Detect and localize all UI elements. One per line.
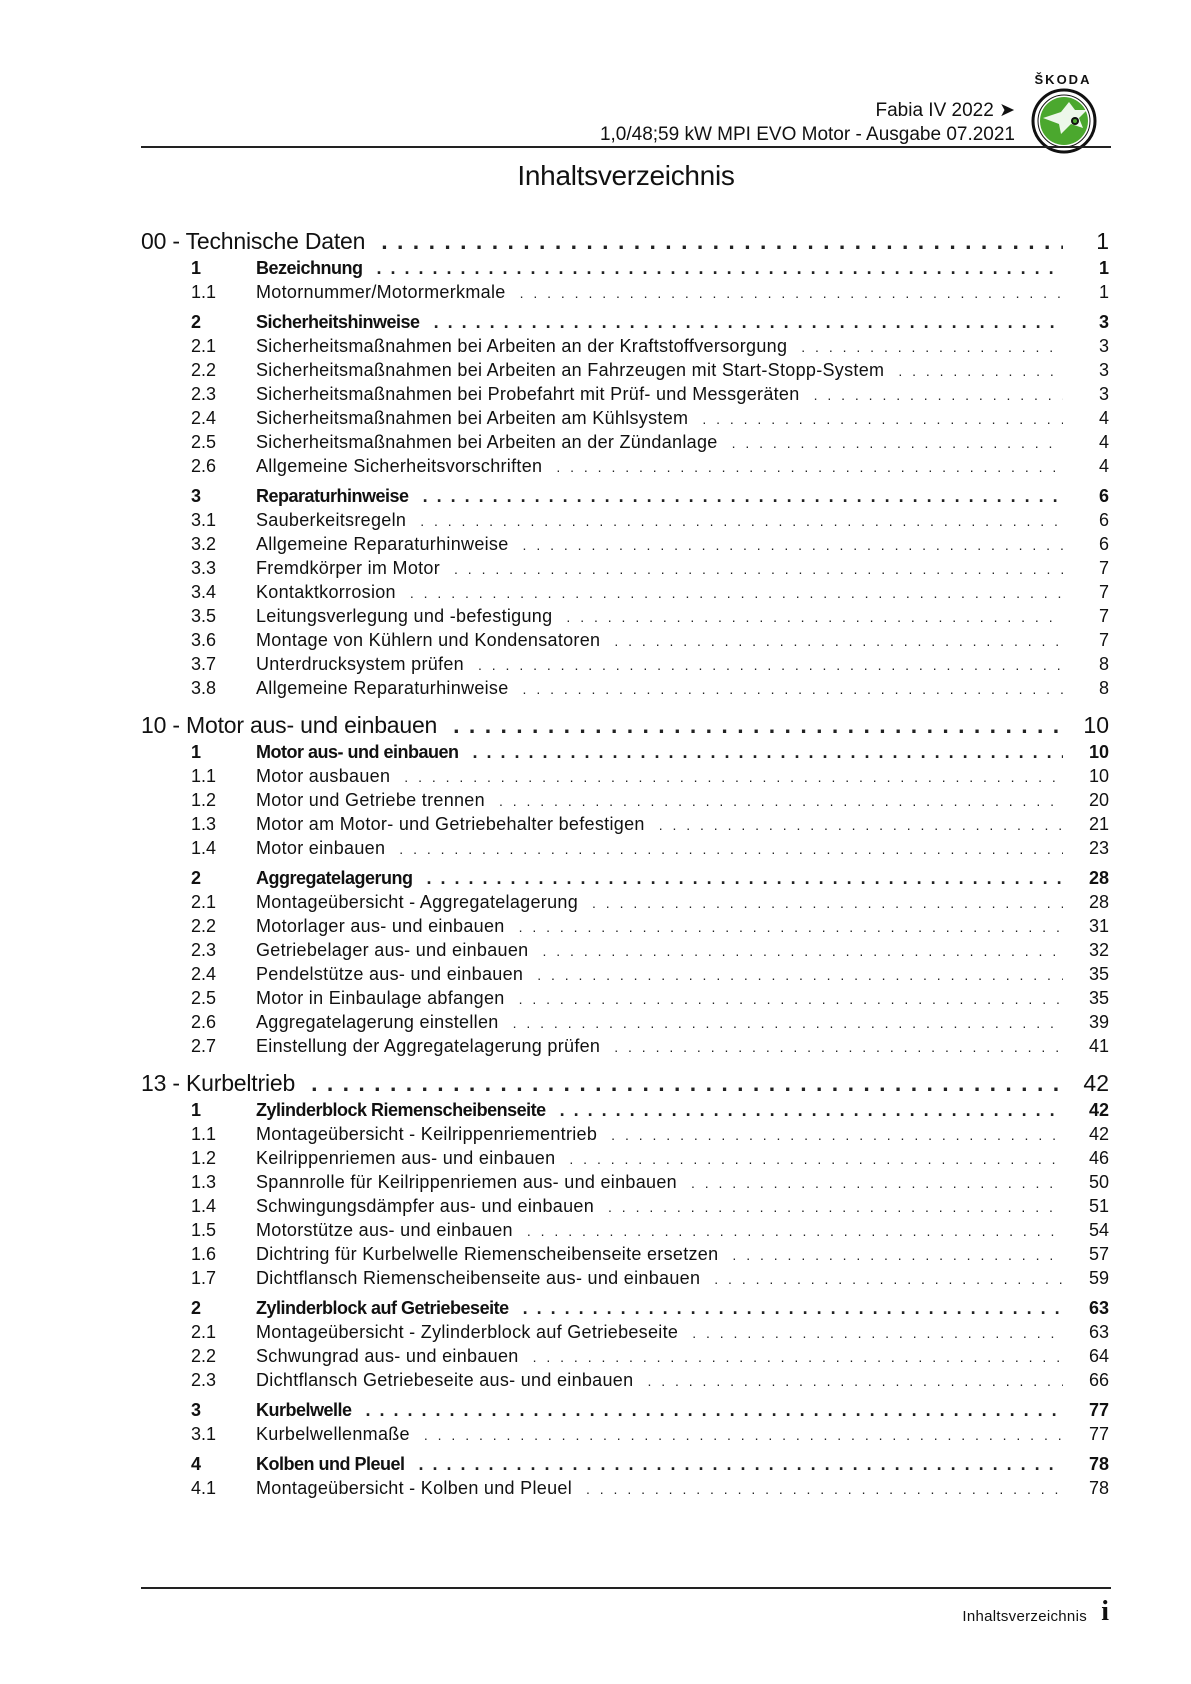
toc-section[interactable] bbox=[191, 486, 1109, 510]
toc-dot-leader bbox=[453, 712, 1063, 739]
toc-entry-number: 1 bbox=[191, 742, 202, 762]
toc-subsection[interactable] bbox=[191, 814, 1109, 838]
toc-subsection[interactable] bbox=[191, 606, 1109, 630]
toc-dot-leader bbox=[533, 1349, 1063, 1365]
toc-entry-page: 28 bbox=[1088, 868, 1109, 888]
toc-entry-page: 42 bbox=[1088, 1124, 1109, 1144]
toc-dot-leader bbox=[543, 943, 1064, 959]
toc-subsection[interactable] bbox=[191, 1172, 1109, 1196]
toc-entry-title: Kurbelwelle bbox=[256, 1400, 352, 1420]
toc-entry-number: 1.6 bbox=[191, 1244, 217, 1264]
toc-entry-number: 2.1 bbox=[191, 1322, 217, 1342]
toc-entry-page: 1 bbox=[1098, 258, 1109, 278]
toc-subsection[interactable] bbox=[191, 630, 1109, 654]
toc-entry-number: 1.1 bbox=[191, 282, 217, 302]
toc-entry-title: Motornummer/Motormerkmale bbox=[256, 282, 506, 302]
toc-entry-number: 1.2 bbox=[191, 1148, 217, 1168]
toc-subsection[interactable] bbox=[191, 1244, 1109, 1268]
toc-dot-leader bbox=[801, 339, 1063, 355]
toc-entry-number: 2.4 bbox=[191, 408, 217, 428]
toc-entry-title: Sicherheitsmaßnahmen bei Probefahrt mit Prüf- und Messgeräten bbox=[256, 384, 800, 404]
toc-entry-number: 2.1 bbox=[191, 892, 217, 912]
toc-entry-page: 4 bbox=[1098, 432, 1109, 452]
footer-label: Inhaltsverzeichnis bbox=[962, 1608, 1087, 1625]
toc-subsection[interactable] bbox=[191, 360, 1109, 384]
toc-dot-leader bbox=[519, 991, 1063, 1007]
toc-entry-number: 2.2 bbox=[191, 916, 217, 936]
toc-entry-number: 4 bbox=[191, 1454, 202, 1474]
toc-entry-title: Sauberkeitsregeln bbox=[256, 510, 407, 530]
toc-section[interactable] bbox=[191, 1298, 1109, 1322]
toc-entry-title: Pendelstütze aus- und einbauen bbox=[256, 964, 524, 984]
toc-entry-page: 66 bbox=[1088, 1370, 1109, 1390]
toc-entry-number: 2 bbox=[191, 868, 202, 888]
toc-entry-page: 10 bbox=[1083, 712, 1109, 738]
toc-entry-number: 3.1 bbox=[191, 1424, 217, 1444]
toc-entry-number: 2.2 bbox=[191, 1346, 217, 1366]
toc-dot-leader bbox=[537, 967, 1063, 983]
toc-entry-number: 1 bbox=[191, 1100, 202, 1120]
toc-dot-leader bbox=[424, 1427, 1063, 1443]
toc-dot-leader bbox=[527, 1223, 1063, 1239]
toc-dot-leader bbox=[732, 1247, 1063, 1263]
toc-entry-title: Einstellung der Aggregatelagerung prüfen bbox=[256, 1036, 601, 1056]
toc-entry-page: 63 bbox=[1088, 1322, 1109, 1342]
toc-entry-number: 2 bbox=[191, 1298, 202, 1318]
document-subtitle: 1,0/48;59 kW MPI EVO Motor - Ausgabe 07.2021 bbox=[599, 124, 1015, 145]
toc-entry-title: Unterdrucksystem prüfen bbox=[256, 654, 464, 674]
toc-entry-number: 3.2 bbox=[191, 534, 217, 554]
toc-dot-leader bbox=[478, 657, 1063, 673]
toc-entry-title: Zylinderblock Riemenscheibenseite bbox=[256, 1100, 546, 1120]
toc-subsection[interactable] bbox=[191, 336, 1109, 360]
toc-entry-page: 51 bbox=[1088, 1196, 1109, 1216]
toc-section[interactable] bbox=[191, 1100, 1109, 1124]
toc-entry-page: 64 bbox=[1088, 1346, 1109, 1366]
toc-entry-title: Aggregatelagerung bbox=[256, 868, 413, 888]
toc-entry-number: 1.4 bbox=[191, 838, 217, 858]
toc-entry-page: 8 bbox=[1098, 654, 1109, 674]
toc-entry-page: 78 bbox=[1088, 1478, 1109, 1498]
toc-dot-leader bbox=[366, 1400, 1063, 1421]
toc-subsection[interactable] bbox=[191, 384, 1109, 408]
toc-subsection[interactable] bbox=[191, 766, 1109, 790]
toc-entry-page: 10 bbox=[1088, 742, 1109, 762]
toc-dot-leader bbox=[523, 1298, 1063, 1319]
toc-entry-title: Sicherheitsmaßnahmen bei Arbeiten am Kühlsystem bbox=[256, 408, 689, 428]
toc-dot-leader bbox=[513, 1015, 1063, 1031]
toc-dot-leader bbox=[410, 585, 1063, 601]
toc-subsection[interactable] bbox=[191, 988, 1109, 1012]
toc-subsection[interactable] bbox=[191, 582, 1109, 606]
page-number: i bbox=[1101, 1596, 1109, 1627]
toc-dot-leader bbox=[814, 387, 1063, 403]
toc-dot-leader bbox=[423, 486, 1063, 507]
toc-subsection[interactable] bbox=[191, 1148, 1109, 1172]
toc-entry-title: Motor und Getriebe trennen bbox=[256, 790, 485, 810]
toc-subsection[interactable] bbox=[191, 1370, 1109, 1394]
toc-entry-title: Getriebelager aus- und einbauen bbox=[256, 940, 529, 960]
toc-dot-leader bbox=[520, 285, 1063, 301]
toc-section[interactable] bbox=[191, 312, 1109, 336]
toc-entry-page: 4 bbox=[1098, 408, 1109, 428]
toc-entry-page: 46 bbox=[1088, 1148, 1109, 1168]
toc-entry-page: 7 bbox=[1098, 630, 1109, 650]
toc-entry-number: 1 bbox=[191, 258, 202, 278]
toc-entry-title: Sicherheitsmaßnahmen bei Arbeiten an Fahrzeugen mit Start-Stopp-System bbox=[256, 360, 885, 380]
toc-dot-leader bbox=[556, 459, 1063, 475]
toc-dot-leader bbox=[608, 1199, 1063, 1215]
toc-section[interactable] bbox=[191, 258, 1109, 282]
toc-entry-page: 57 bbox=[1088, 1244, 1109, 1264]
toc-entry-title: Sicherheitsmaßnahmen bei Arbeiten an der Zündanlage bbox=[256, 432, 718, 452]
toc-subsection[interactable] bbox=[191, 558, 1109, 582]
toc-dot-leader bbox=[420, 513, 1063, 529]
toc-entry-title: 13 - Kurbeltrieb bbox=[141, 1070, 296, 1096]
toc-dot-leader bbox=[404, 769, 1063, 785]
toc-dot-leader bbox=[377, 258, 1063, 279]
toc-subsection[interactable] bbox=[191, 408, 1109, 432]
toc-dot-leader bbox=[586, 1481, 1063, 1497]
toc-subsection[interactable] bbox=[191, 790, 1109, 814]
toc-entry-page: 3 bbox=[1098, 312, 1109, 332]
page-title: Inhaltsverzeichnis bbox=[517, 160, 735, 191]
toc-dot-leader bbox=[611, 1127, 1063, 1143]
toc-entry-title: Montageübersicht - Keilrippenriementrieb bbox=[256, 1124, 598, 1144]
toc-dot-leader bbox=[614, 1039, 1063, 1055]
toc-entry-title: Schwungrad aus- und einbauen bbox=[256, 1346, 519, 1366]
toc-entry-page: 63 bbox=[1088, 1298, 1109, 1318]
toc-subsection[interactable] bbox=[191, 678, 1109, 702]
toc-entry-page: 1 bbox=[1098, 282, 1109, 302]
toc-entry-title: Kontaktkorrosion bbox=[256, 582, 396, 602]
toc-entry-page: 35 bbox=[1088, 988, 1109, 1008]
toc-subsection[interactable] bbox=[191, 940, 1109, 964]
toc-dot-leader bbox=[647, 1373, 1063, 1389]
toc-entry-page: 6 bbox=[1098, 510, 1109, 530]
toc-entry-page: 6 bbox=[1098, 534, 1109, 554]
toc-entry-title: Motor aus- und einbauen bbox=[256, 742, 459, 762]
toc-entry-title: Motor ausbauen bbox=[256, 766, 391, 786]
toc-entry-title: Reparaturhinweise bbox=[256, 486, 409, 506]
toc-entry-number: 3.8 bbox=[191, 678, 217, 698]
toc-entry-page: 28 bbox=[1088, 892, 1109, 912]
toc-subsection[interactable] bbox=[191, 432, 1109, 456]
toc-subsection[interactable] bbox=[191, 1322, 1109, 1346]
toc-chapter[interactable] bbox=[141, 228, 1109, 256]
toc-subsection[interactable] bbox=[191, 892, 1109, 916]
toc-entry-number: 2.6 bbox=[191, 456, 217, 476]
toc-entry-page: 78 bbox=[1088, 1454, 1109, 1474]
toc-dot-leader bbox=[714, 1271, 1063, 1287]
toc-entry-number: 3.4 bbox=[191, 582, 217, 602]
toc-entry-title: Aggregatelagerung einstellen bbox=[256, 1012, 499, 1032]
toc-entry-page: 54 bbox=[1088, 1220, 1109, 1240]
toc-subsection[interactable] bbox=[191, 916, 1109, 940]
toc-entry-page: 3 bbox=[1098, 384, 1109, 404]
toc-entry-page: 7 bbox=[1098, 582, 1109, 602]
toc-dot-leader bbox=[898, 363, 1063, 379]
toc-chapter[interactable] bbox=[141, 712, 1109, 740]
toc-subsection[interactable] bbox=[191, 1036, 1109, 1060]
toc-entry-title: Leitungsverlegung und -befestigung bbox=[256, 606, 553, 626]
toc-dot-leader bbox=[473, 742, 1064, 763]
toc-subsection[interactable] bbox=[191, 1346, 1109, 1370]
toc-entry-title: Bezeichnung bbox=[256, 258, 363, 278]
toc-entry-page: 20 bbox=[1088, 790, 1109, 810]
toc-dot-leader bbox=[399, 841, 1063, 857]
toc-dot-leader bbox=[692, 1325, 1063, 1341]
toc-entry-title: Zylinderblock auf Getriebeseite bbox=[256, 1298, 509, 1318]
toc-entry-page: 8 bbox=[1098, 678, 1109, 698]
toc-entry-page: 6 bbox=[1098, 486, 1109, 506]
toc-subsection[interactable] bbox=[191, 456, 1109, 480]
toc-entry-title: Kolben und Pleuel bbox=[256, 1454, 405, 1474]
toc-dot-leader bbox=[381, 228, 1063, 255]
toc-subsection[interactable] bbox=[191, 1424, 1109, 1448]
toc-subsection[interactable] bbox=[191, 1196, 1109, 1220]
toc-subsection[interactable] bbox=[191, 654, 1109, 678]
toc-entry-title: Allgemeine Reparaturhinweise bbox=[256, 534, 509, 554]
toc-dot-leader bbox=[427, 868, 1063, 889]
toc-entry-page: 31 bbox=[1088, 916, 1109, 936]
toc-entry-title: Montageübersicht - Kolben und Pleuel bbox=[256, 1478, 572, 1498]
toc-entry-number: 2.5 bbox=[191, 988, 217, 1008]
toc-entry-number: 1.1 bbox=[191, 766, 217, 786]
toc-entry-page: 4 bbox=[1098, 456, 1109, 476]
toc-entry-title: Montageübersicht - Aggregatelagerung bbox=[256, 892, 579, 912]
toc-subsection[interactable] bbox=[191, 1124, 1109, 1148]
toc-entry-number: 2.3 bbox=[191, 940, 217, 960]
toc-dot-leader bbox=[614, 633, 1063, 649]
toc-entry-number: 2.1 bbox=[191, 336, 217, 356]
toc-entry-title: Sicherheitsmaßnahmen bei Arbeiten an der Kraftstoffversorgung bbox=[256, 336, 788, 356]
toc-entry-page: 35 bbox=[1088, 964, 1109, 984]
toc-entry-title: Allgemeine Sicherheitsvorschriften bbox=[256, 456, 543, 476]
toc-subsection[interactable] bbox=[191, 838, 1109, 862]
toc-entry-page: 59 bbox=[1088, 1268, 1109, 1288]
toc-entry-title: Allgemeine Reparaturhinweise bbox=[256, 678, 509, 698]
toc-entry-number: 2.3 bbox=[191, 1370, 217, 1390]
toc-entry-number: 3.5 bbox=[191, 606, 217, 626]
toc-section[interactable] bbox=[191, 1454, 1109, 1478]
toc-entry-title: Dichtflansch Getriebeseite aus- und einbauen bbox=[256, 1370, 634, 1390]
toc-entry-number: 1.3 bbox=[191, 1172, 217, 1192]
toc-entry-page: 7 bbox=[1098, 606, 1109, 626]
toc-entry-page: 23 bbox=[1088, 838, 1109, 858]
toc-entry-page: 3 bbox=[1098, 336, 1109, 356]
toc-section[interactable] bbox=[191, 868, 1109, 892]
toc-entry-title: Schwingungsdämpfer aus- und einbauen bbox=[256, 1196, 595, 1216]
toc-section[interactable] bbox=[191, 742, 1109, 766]
toc-entry-page: 77 bbox=[1088, 1424, 1109, 1444]
toc-entry-number: 3.7 bbox=[191, 654, 217, 674]
toc-entry-page: 32 bbox=[1088, 940, 1109, 960]
toc-dot-leader bbox=[311, 1070, 1063, 1097]
toc-entry-page: 77 bbox=[1088, 1400, 1109, 1420]
toc-entry-page: 10 bbox=[1088, 766, 1109, 786]
toc-chapter[interactable] bbox=[141, 1070, 1109, 1098]
toc-entry-page: 7 bbox=[1098, 558, 1109, 578]
toc-dot-leader bbox=[454, 561, 1063, 577]
toc-entry-title: Motorstütze aus- und einbauen bbox=[256, 1220, 513, 1240]
toc-subsection[interactable] bbox=[191, 282, 1109, 306]
toc-dot-leader bbox=[702, 411, 1063, 427]
toc-dot-leader bbox=[499, 793, 1063, 809]
toc-entry-number: 3 bbox=[191, 486, 202, 506]
toc-entry-number: 2.6 bbox=[191, 1012, 217, 1032]
toc-dot-leader bbox=[519, 919, 1063, 935]
toc-entry-number: 3 bbox=[191, 1400, 202, 1420]
toc-entry-title: Montage von Kühlern und Kondensatoren bbox=[256, 630, 601, 650]
toc-entry-title: Keilrippenriemen aus- und einbauen bbox=[256, 1148, 556, 1168]
toc-dot-leader bbox=[419, 1454, 1063, 1475]
toc-entry-title: Spannrolle für Keilrippenriemen aus- und einbauen bbox=[256, 1172, 677, 1192]
toc-entry-number: 3.1 bbox=[191, 510, 217, 530]
toc-dot-leader bbox=[523, 537, 1063, 553]
brand-wordmark: ŠKODA bbox=[1034, 72, 1092, 87]
toc-dot-leader bbox=[592, 895, 1063, 911]
toc-entry-page: 41 bbox=[1088, 1036, 1109, 1056]
document-model: Fabia IV 2022 ➤ bbox=[875, 100, 1015, 121]
toc-dot-leader bbox=[691, 1175, 1063, 1191]
toc-entry-title: Motor einbauen bbox=[256, 838, 386, 858]
toc-entry-title: Dichtring für Kurbelwelle Riemenscheibenseite ersetzen bbox=[256, 1244, 719, 1264]
toc-entry-number: 2.7 bbox=[191, 1036, 217, 1056]
toc-entry-page: 50 bbox=[1088, 1172, 1109, 1192]
toc-dot-leader bbox=[434, 312, 1063, 333]
toc-entry-page: 21 bbox=[1088, 814, 1109, 834]
toc-dot-leader bbox=[659, 817, 1063, 833]
toc-entry-title: Motorlager aus- und einbauen bbox=[256, 916, 505, 936]
toc-entry-page: 39 bbox=[1088, 1012, 1109, 1032]
toc-entry-number: 3.3 bbox=[191, 558, 217, 578]
toc-entry-number: 1.5 bbox=[191, 1220, 217, 1240]
footer-divider bbox=[141, 1587, 1111, 1589]
toc-subsection[interactable] bbox=[191, 1012, 1109, 1036]
toc-subsection[interactable] bbox=[191, 1268, 1109, 1292]
toc-entry-number: 2.2 bbox=[191, 360, 217, 380]
toc-dot-leader bbox=[732, 435, 1063, 451]
toc-entry-page: 3 bbox=[1098, 360, 1109, 380]
toc-entry-number: 1.4 bbox=[191, 1196, 217, 1216]
toc-entry-title: Montageübersicht - Zylinderblock auf Getriebeseite bbox=[256, 1322, 679, 1342]
toc-entry-number: 4.1 bbox=[191, 1478, 217, 1498]
toc-entry-number: 1.2 bbox=[191, 790, 217, 810]
toc-entry-number: 2.5 bbox=[191, 432, 217, 452]
toc-entry-title: Sicherheitshinweise bbox=[256, 312, 420, 332]
toc-subsection[interactable] bbox=[191, 534, 1109, 558]
toc-entry-number: 1.3 bbox=[191, 814, 217, 834]
toc-entry-number: 2.4 bbox=[191, 964, 217, 984]
toc-dot-leader bbox=[560, 1100, 1063, 1121]
toc-entry-number: 2.3 bbox=[191, 384, 217, 404]
toc-entry-title: Fremdkörper im Motor bbox=[256, 558, 441, 578]
toc-entry-number: 1.1 bbox=[191, 1124, 217, 1144]
toc-entry-title: Dichtflansch Riemenscheibenseite aus- und einbauen bbox=[256, 1268, 701, 1288]
toc-subsection[interactable] bbox=[191, 964, 1109, 988]
toc-entry-page: 42 bbox=[1088, 1100, 1109, 1120]
toc-entry-number: 2 bbox=[191, 312, 202, 332]
toc-entry-page: 42 bbox=[1083, 1070, 1109, 1096]
toc-dot-leader bbox=[523, 681, 1063, 697]
toc-subsection[interactable] bbox=[191, 1478, 1109, 1502]
toc-entry-number: 1.7 bbox=[191, 1268, 217, 1288]
toc-section[interactable] bbox=[191, 1400, 1109, 1424]
toc-entry-title: Motor in Einbaulage abfangen bbox=[256, 988, 505, 1008]
toc-entry-title: 00 - Technische Daten bbox=[141, 228, 366, 254]
toc-entry-number: 3.6 bbox=[191, 630, 217, 650]
toc-entry-title: 10 - Motor aus- und einbauen bbox=[141, 712, 438, 738]
toc-subsection[interactable] bbox=[191, 510, 1109, 534]
toc-entry-title: Kurbelwellenmaße bbox=[256, 1424, 410, 1444]
toc-dot-leader bbox=[569, 1151, 1063, 1167]
toc-entry-title: Motor am Motor- und Getriebehalter befestigen bbox=[256, 814, 645, 834]
toc-subsection[interactable] bbox=[191, 1220, 1109, 1244]
toc-entry-page: 1 bbox=[1096, 228, 1109, 254]
toc-dot-leader bbox=[566, 609, 1063, 625]
